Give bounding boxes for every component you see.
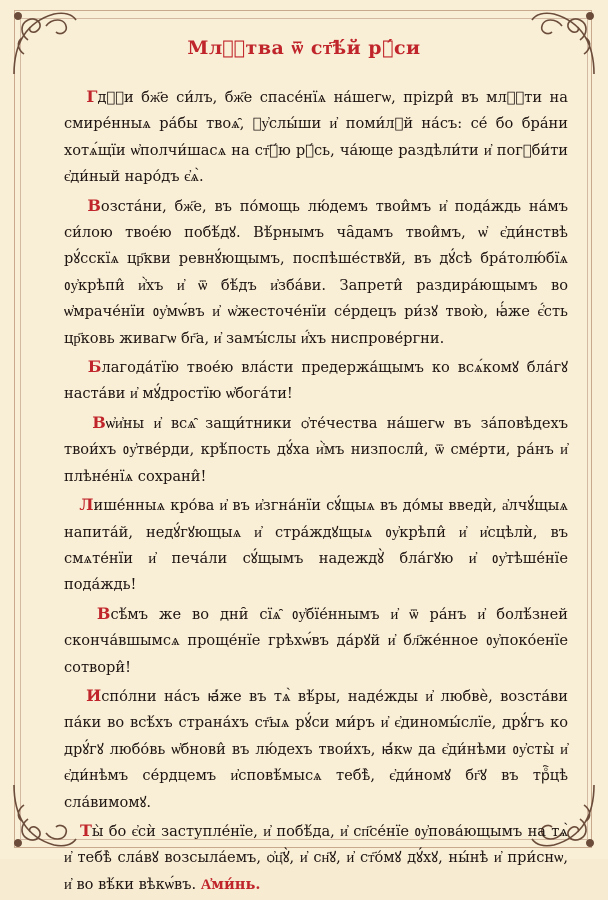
drop-initial: Б (87, 357, 102, 377)
prayer-paragraph (64, 492, 568, 599)
drop-initial: Л (79, 495, 94, 515)
paragraph-text: дⷭ҇и бж҃е си́лъ, бж҃е спасе́нїѧ на́шегѡ, прizри̂ въ млⷭ҇ти на смире́нныѧ ра́бы твоѧ̑, ᲂу҆слы́ши и҆ поми́лꙋй на́съ: се́ бо бра́ни хотѧ́щїи ѡ҆полчи́шасѧ на ст҃ꙋ́ю рꙋ́сь, ча́юще раздѣли́ти и҆ погꙋби́ти є҆ди́ный наро́дъ є҆ѧ̀. (64, 89, 568, 186)
paragraph-text: озста́ни, бж҃е, въ по́мощь лю́демъ твои̂мъ и҆ пода́ждь на́мъ си́лою твое́ю побѣ́дꙋ. Вѣ́рнымъ ча̑дамъ твои̂мъ, ѡ҆ є҆ди́нствѣ рꙋ́сскїѧ цр҃кви ревнꙋ́ющымъ, поспѣше́ствꙋй, въ дꙋ́сѣ бра́толю́бїѧ ᲂу҆крѣпи̂ и҆̀хъ и҆ ѿ бѣ́дъ и҆зба́ви. Запрети̂ раздира́ющымъ во ѡ҆мраче́нїи ᲂу҆мѡ́въ и҆ ѡ҆жесточе́нїи се́рдецъ ри́зꙋ твою̀, ꙗ҆́же є҆́сть цр҃ковь живагѡ бг҃а, и҆ замꙑ́слы и҆́хъ ниспрове́ргни. (64, 197, 568, 347)
paragraph-text: сѣ́мъ же во дни̑ сїѧ̑ ᲂу҆бїе́ннымъ и҆ ѿ ра́нъ и҆ болѣ́зней сконча́вшымсѧ проще́нїе грѣхѡ́въ да́рꙋй и҆ бл҃же́нное ᲂу҆поко́енїе сотвори̂! (64, 605, 569, 676)
prayer-paragraph (64, 193, 568, 352)
paragraph-text: лагода́тїю твое́ю вла́сти предержа́щымъ ко всѧ́комꙋ бла́гꙋ наста́ви и҆ мꙋ́дростїю ѡ҆бога́ти! (64, 359, 568, 403)
prayer-paragraph (64, 601, 568, 681)
drop-initial: Г (86, 87, 98, 106)
prayer-paragraph (64, 84, 568, 191)
prayer-paragraph (64, 818, 568, 898)
paragraph-text: ы̀ бо є҆сѝ заступле́нїе, и҆ побѣ́да, и҆ сп҃се́нїе ᲂу҆пова́ющымъ на тѧ̀ и҆ тебѣ̀ сла́вꙋ возсыла́емъ, ѻ҆ц҃ꙋ̀, и҆ сн҃ꙋ, и҆ ст҃о́мꙋ дꙋ́хꙋ, ны́нѣ и҆ при́снѡ, и҆ во вѣ́ки вѣкѡ́въ. (64, 822, 568, 893)
amen-text: А҆ми́нь. (200, 875, 261, 893)
paragraph-text: ѡ҆и҆ны и҆ всѧ̑ защи́тники ѻ҆те́чества на́шегѡ въ за́повѣдехъ твои́хъ ᲂу҆тве́рди, крѣ́пость дꙋ́ха и҆̀мъ низпосли̂, ѿ сме́рти, ра́нъ и҆ плѣне́нїѧ сохрани̂! (64, 414, 568, 485)
prayer-title: Млⷭ҇тва ѿ ст҃ѣ́й рꙋ́си (187, 37, 421, 59)
prayer-body (64, 84, 568, 900)
drop-initial: И (86, 685, 102, 705)
drop-initial: В (87, 195, 101, 215)
paragraph-text: ише́нныѧ кро́ва и҆ въ и҆згна́нїи сꙋ́щыѧ въ до́мы введѝ, а҆лчꙋ́щыѧ напита́й, недꙋ́гꙋющыѧ и҆ стра́ждꙋщыѧ ᲂу҆крѣпи̂ и҆ и҆сцѣлѝ, въ смѧте́нїи и҆ печа́ли сꙋ́щымъ надеждꙋ̀ бла́гꙋю и҆ ᲂу҆тѣше́нїе пода́ждь! (64, 497, 568, 594)
prayer-paragraph (64, 683, 568, 816)
drop-initial: В (92, 412, 106, 432)
prayer-paragraph (64, 354, 568, 408)
drop-initial: Т (79, 820, 92, 840)
drop-initial: В (96, 603, 111, 623)
prayer-paragraph (64, 410, 568, 490)
paragraph-text: спо́лни на́съ ꙗ҆́же въ тѧ̀ вѣ́ры, наде́жды и҆ любвѐ, возста́ви па́ки во всѣ́хъ страна́хъ ст҃ыѧ рꙋ́си ми́ръ и҆ є҆диномы́слїе, дрꙋ́гъ ко дрꙋ́гꙋ любо́вь ѡ҆бнови̂ въ лю́дехъ твои́хъ, ꙗ҆́кѡ да є҆ди́нѣми ᲂу҆сты̀ и҆ є҆ди́нѣмъ се́рдцемъ и҆сповѣ́мысѧ тебѣ̀, є҆ди́номꙋ бг҃ꙋ въ трⷪ҇цѣ сла́вимомꙋ. (64, 687, 568, 811)
